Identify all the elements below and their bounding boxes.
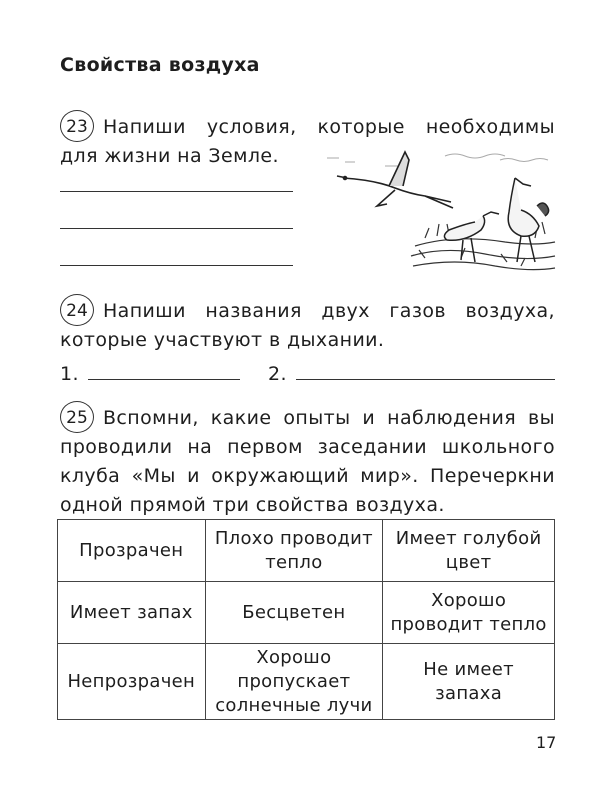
table-cell[interactable]: Непрозрачен: [58, 644, 206, 720]
table-cell[interactable]: Бесцветен: [205, 582, 383, 644]
table-row: [58, 644, 555, 720]
task-25-line-4: одной прямой три свойства воздуха.: [60, 494, 445, 516]
task-25-line-2: проводили на первом заседании школьного: [60, 436, 555, 458]
air-properties-table: [57, 519, 555, 720]
table-cell[interactable]: Прозрачен: [58, 520, 206, 582]
task-24-answer-line-1[interactable]: [88, 379, 240, 380]
task-23-line-1: Напиши условия, которые необходимы: [103, 116, 555, 138]
table-cell[interactable]: Не имеет запаха: [383, 644, 555, 720]
cranes-illustration: [325, 138, 557, 274]
task-23-answer-line-3[interactable]: [60, 265, 293, 266]
task-25-number: 25: [60, 401, 94, 433]
task-24-answer-line-2[interactable]: [296, 379, 555, 380]
task-24-answer-label-2: 2.: [268, 363, 287, 385]
table-row: [58, 582, 555, 644]
task-25-line-1: Вспомни, какие опыты и наблюдения вы: [103, 407, 555, 429]
table-cell[interactable]: Плохо проводит тепло: [205, 520, 383, 582]
task-24-line-1: Напиши названия двух газов воздуха,: [103, 300, 555, 322]
table-cell[interactable]: Имеет голубой цвет: [383, 520, 555, 582]
task-23-number: 23: [60, 110, 94, 142]
page-number: 17: [536, 733, 557, 752]
task-24-answer-label-1: 1.: [60, 363, 79, 385]
task-23-line-2: для жизни на Земле.: [60, 145, 279, 167]
task-24-number: 24: [60, 294, 94, 326]
table-cell[interactable]: Хорошо пропускает солнечные лучи: [205, 644, 383, 720]
table-row: [58, 520, 555, 582]
table-cell[interactable]: Имеет запах: [58, 582, 206, 644]
task-23-answer-line-2[interactable]: [60, 228, 293, 229]
task-23-answer-line-1[interactable]: [60, 191, 293, 192]
page-title: Свойства воздуха: [60, 54, 260, 76]
task-24-line-2: которые участвуют в дыхании.: [60, 329, 385, 351]
table-cell[interactable]: Хорошо проводит тепло: [383, 582, 555, 644]
task-25-line-3: клуба «Мы и окружающий мир». Перечеркни: [60, 465, 555, 487]
